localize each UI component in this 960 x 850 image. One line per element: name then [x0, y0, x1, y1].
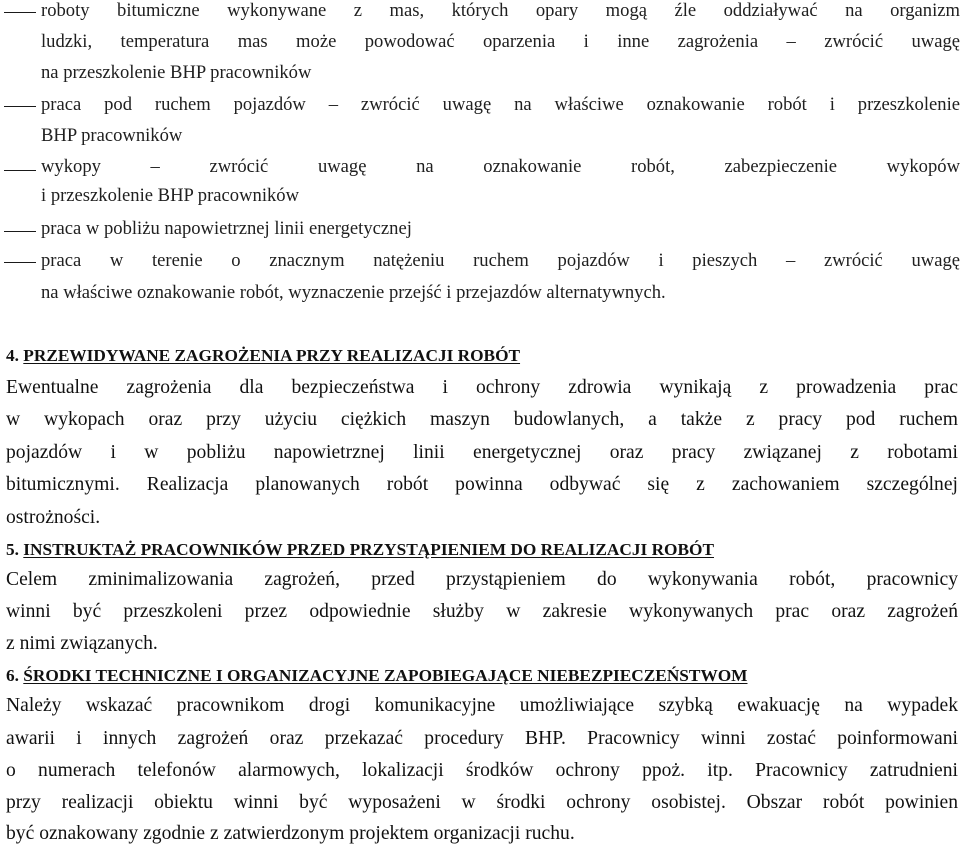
paragraph-line: przy realizacji obiektu winni być wyposażeni w środki ochrony osobistej. Obszar robót powinien — [6, 792, 958, 813]
list-item-line: praca w terenie o znacznym natężeniu ruchem pojazdów i pieszych – zwrócić uwagę — [41, 250, 960, 271]
paragraph-line: bitumicznymi. Realizacja planowanych robót powinna odbywać się z zachowaniem szczególnej — [6, 474, 958, 495]
dash-bullet — [4, 262, 36, 263]
paragraph-line: o numerach telefonów alarmowych, lokalizacji środków ochrony ppoż. itp. Pracownicy zatrudnieni — [6, 760, 958, 781]
section-number: 4. — [6, 346, 19, 365]
list-item-line: BHP pracowników — [41, 125, 183, 146]
section-heading — [6, 343, 960, 369]
section-title: INSTRUKTAŻ PRACOWNIKÓW PRZED PRZYSTĄPIENIEM DO REALIZACJI ROBÓT — [23, 540, 714, 559]
list-item-line: ludzki, temperatura mas może powodować oparzenia i inne zagrożenia – zwrócić uwagę — [41, 31, 960, 52]
dash-bullet — [4, 170, 36, 171]
section-number: 6. — [6, 666, 19, 685]
list-item-line: roboty bitumiczne wykonywane z mas, których opary mogą źle oddziaływać na organizm — [41, 0, 960, 21]
paragraph-line: z nimi związanych. — [6, 633, 158, 654]
paragraph-line: Należy wskazać pracownikom drogi komunikacyjne umożliwiające szybką ewakuację na wypadek — [6, 695, 958, 716]
list-item-line: na przeszkolenie BHP pracowników — [41, 62, 312, 83]
list-item-line: praca pod ruchem pojazdów – zwrócić uwagę na właściwe oznakowanie robót i przeszkolenie — [41, 94, 960, 115]
dash-bullet — [4, 231, 36, 232]
paragraph-line: Celem zminimalizowania zagrożeń, przed przystąpieniem do wykonywania robót, pracownicy — [6, 569, 958, 590]
list-item-line: i przeszkolenie BHP pracowników — [41, 185, 300, 206]
list-item-line: na właściwe oznakowanie robót, wyznaczenie przejść i przejazdów alternatywnych. — [41, 282, 666, 303]
paragraph-line: winni być przeszkoleni przez odpowiednie służby w zakresie wykonywanych prac oraz zagrożeń — [6, 601, 958, 622]
paragraph-line: w wykopach oraz przy użyciu ciężkich maszyn budowlanych, a także z pracy pod ruchem — [6, 409, 958, 430]
dash-bullet — [4, 12, 36, 13]
list-item-line: wykopy – zwrócić uwagę na oznakowanie robót, zabezpieczenie wykopów — [41, 156, 960, 177]
paragraph-line: ostrożności. — [6, 507, 101, 528]
paragraph-line: awarii i innych zagrożeń oraz przekazać procedury BHP. Pracownicy winni zostać poinformowani — [6, 728, 958, 749]
section-heading — [6, 663, 960, 689]
list-item-line: praca w pobliżu napowietrznej linii energetycznej — [41, 218, 412, 239]
section-title: ŚRODKI TECHNICZNE I ORGANIZACYJNE ZAPOBIEGAJĄCE NIEBEZPIECZEŃSTWOM — [23, 666, 748, 685]
paragraph-line: pojazdów i w pobliżu napowietrznej linii energetycznej oraz pracy związanej z robotami — [6, 442, 958, 463]
section-heading — [6, 537, 960, 563]
dash-bullet — [4, 106, 36, 107]
paragraph-line: być oznakowany zgodnie z zatwierdzonym projektem organizacji ruchu. — [6, 823, 575, 844]
section-title: PRZEWIDYWANE ZAGROŻENIA PRZY REALIZACJI ROBÓT — [23, 346, 521, 365]
section-number: 5. — [6, 540, 19, 559]
paragraph-line: Ewentualne zagrożenia dla bezpieczeństwa i ochrony zdrowia wynikają z prowadzenia prac — [6, 377, 958, 398]
